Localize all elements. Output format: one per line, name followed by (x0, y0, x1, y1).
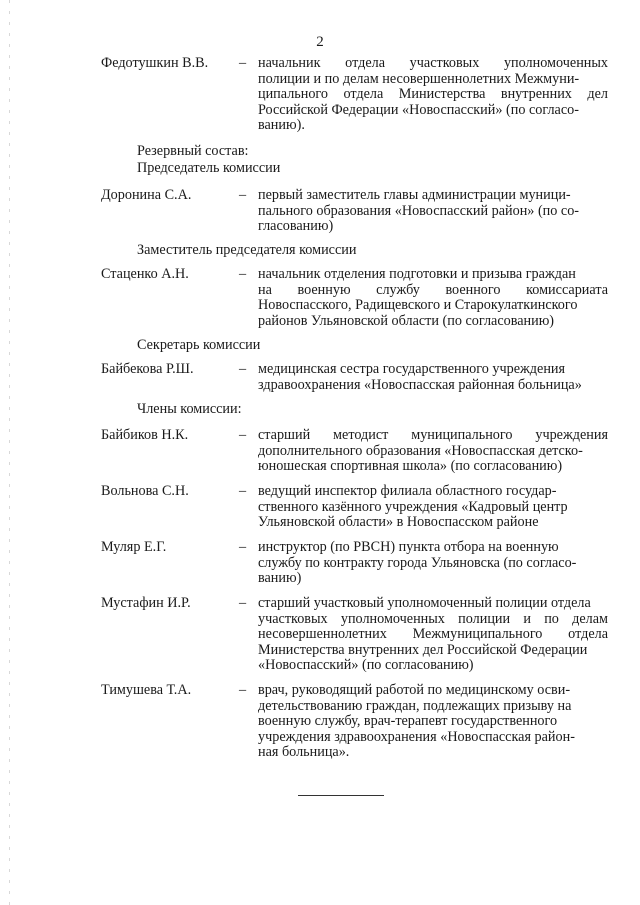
heading-deputy: Заместитель председателя комиссии (137, 242, 357, 258)
position-line: Ульяновской области» в Новоспасском районе (258, 514, 539, 531)
heading-members: Члены комиссии: (137, 401, 242, 417)
position-line: инструктор (по РВСН) пункта отбора на военную (258, 539, 559, 555)
member-name: Байбекова Р.Ш. (101, 361, 194, 377)
dash-separator: – (239, 539, 247, 555)
position-line: «Новоспасский» (по согласованию) (258, 657, 474, 674)
position-line: старший методист муниципального учреждения (258, 427, 608, 443)
position-line: участковых уполномоченных полиции и по делам (258, 610, 608, 627)
position-line: юношеская спортивная школа» (по согласованию) (258, 458, 563, 475)
member-position (258, 428, 608, 475)
heading-reserve: Резервный состав: (137, 143, 249, 159)
dash-separator: – (239, 483, 247, 499)
position-line: ципального отдела Министерства внутренних дел (258, 86, 608, 103)
member-name: Федотушкин В.В. (101, 55, 209, 71)
dash-separator: – (239, 266, 247, 282)
position-line: Российской Федерации «Новоспасский» (по согласо- (258, 101, 579, 118)
position-line: полиции и по делам несовершеннолетних Межмуни- (258, 70, 580, 87)
position-line: ванию) (258, 570, 302, 587)
member-position (258, 362, 608, 393)
position-line: ственного казённого учреждения «Кадровый центр (258, 498, 568, 515)
position-line: гласованию) (258, 218, 334, 235)
position-line: ванию). (258, 117, 305, 134)
position-line: службу по контракту города Ульяновска (по согласо- (258, 554, 577, 571)
position-line: учреждения здравоохранения «Новоспасская район- (258, 728, 575, 745)
position-line: старший участковый уполномоченный полиции отдела (258, 595, 591, 611)
member-name: Вольнова С.Н. (101, 483, 189, 499)
member-position (258, 596, 608, 674)
member-position (258, 188, 608, 235)
member-position (258, 484, 608, 531)
heading-chairman: Председатель комиссии (137, 160, 281, 176)
position-line: районов Ульяновской области (по согласованию) (258, 312, 555, 329)
member-name: Стаценко А.Н. (101, 266, 189, 282)
member-name: Тимушева Т.А. (101, 682, 192, 698)
position-line: военную службу, врач-терапевт государственного (258, 713, 558, 730)
scan-edge-artifact (9, 0, 10, 905)
position-line: ная больница». (258, 744, 350, 761)
page-number: 2 (316, 34, 324, 50)
position-line: здравоохранения «Новоспасская районная больница» (258, 376, 582, 393)
dash-separator: – (239, 361, 247, 377)
dash-separator: – (239, 187, 247, 203)
position-line: ведущий инспектор филиала областного государ- (258, 483, 557, 499)
member-position (258, 267, 608, 329)
heading-secretary: Секретарь комиссии (137, 337, 261, 353)
position-line: дополнительного образования «Новоспасская детско- (258, 442, 583, 459)
member-position (258, 540, 608, 587)
position-line: начальник отделения подготовки и призыва граждан (258, 266, 576, 282)
member-name: Доронина С.А. (101, 187, 192, 203)
member-name: Байбиков Н.К. (101, 427, 189, 443)
position-line: детельствованию граждан, подлежащих призыву на (258, 697, 572, 714)
member-name: Мустафин И.Р. (101, 595, 191, 611)
dash-separator: – (239, 55, 247, 71)
position-line: несовершеннолетних Межмуниципального отдела (258, 626, 608, 643)
dash-separator: – (239, 427, 247, 443)
position-line: начальник отдела участковых уполномоченных (258, 55, 608, 71)
position-line: Новоспасского, Радищевского и Старокулаткинского (258, 297, 578, 314)
dash-separator: – (239, 682, 247, 698)
position-line: врач, руководящий работой по медицинскому осви- (258, 682, 571, 698)
position-line: медицинская сестра государственного учреждения (258, 361, 566, 377)
position-line: на военную службу военного комиссариата (258, 281, 608, 298)
position-line: Министерства внутренних дел Российской Федерации (258, 641, 588, 658)
member-position (258, 56, 608, 134)
closing-rule (298, 795, 384, 796)
member-position (258, 683, 608, 761)
position-line: первый заместитель главы администрации муници- (258, 187, 571, 203)
member-name: Муляр Е.Г. (101, 539, 167, 555)
position-line: пального образования «Новоспасский район» (по со- (258, 202, 580, 219)
dash-separator: – (239, 595, 247, 611)
